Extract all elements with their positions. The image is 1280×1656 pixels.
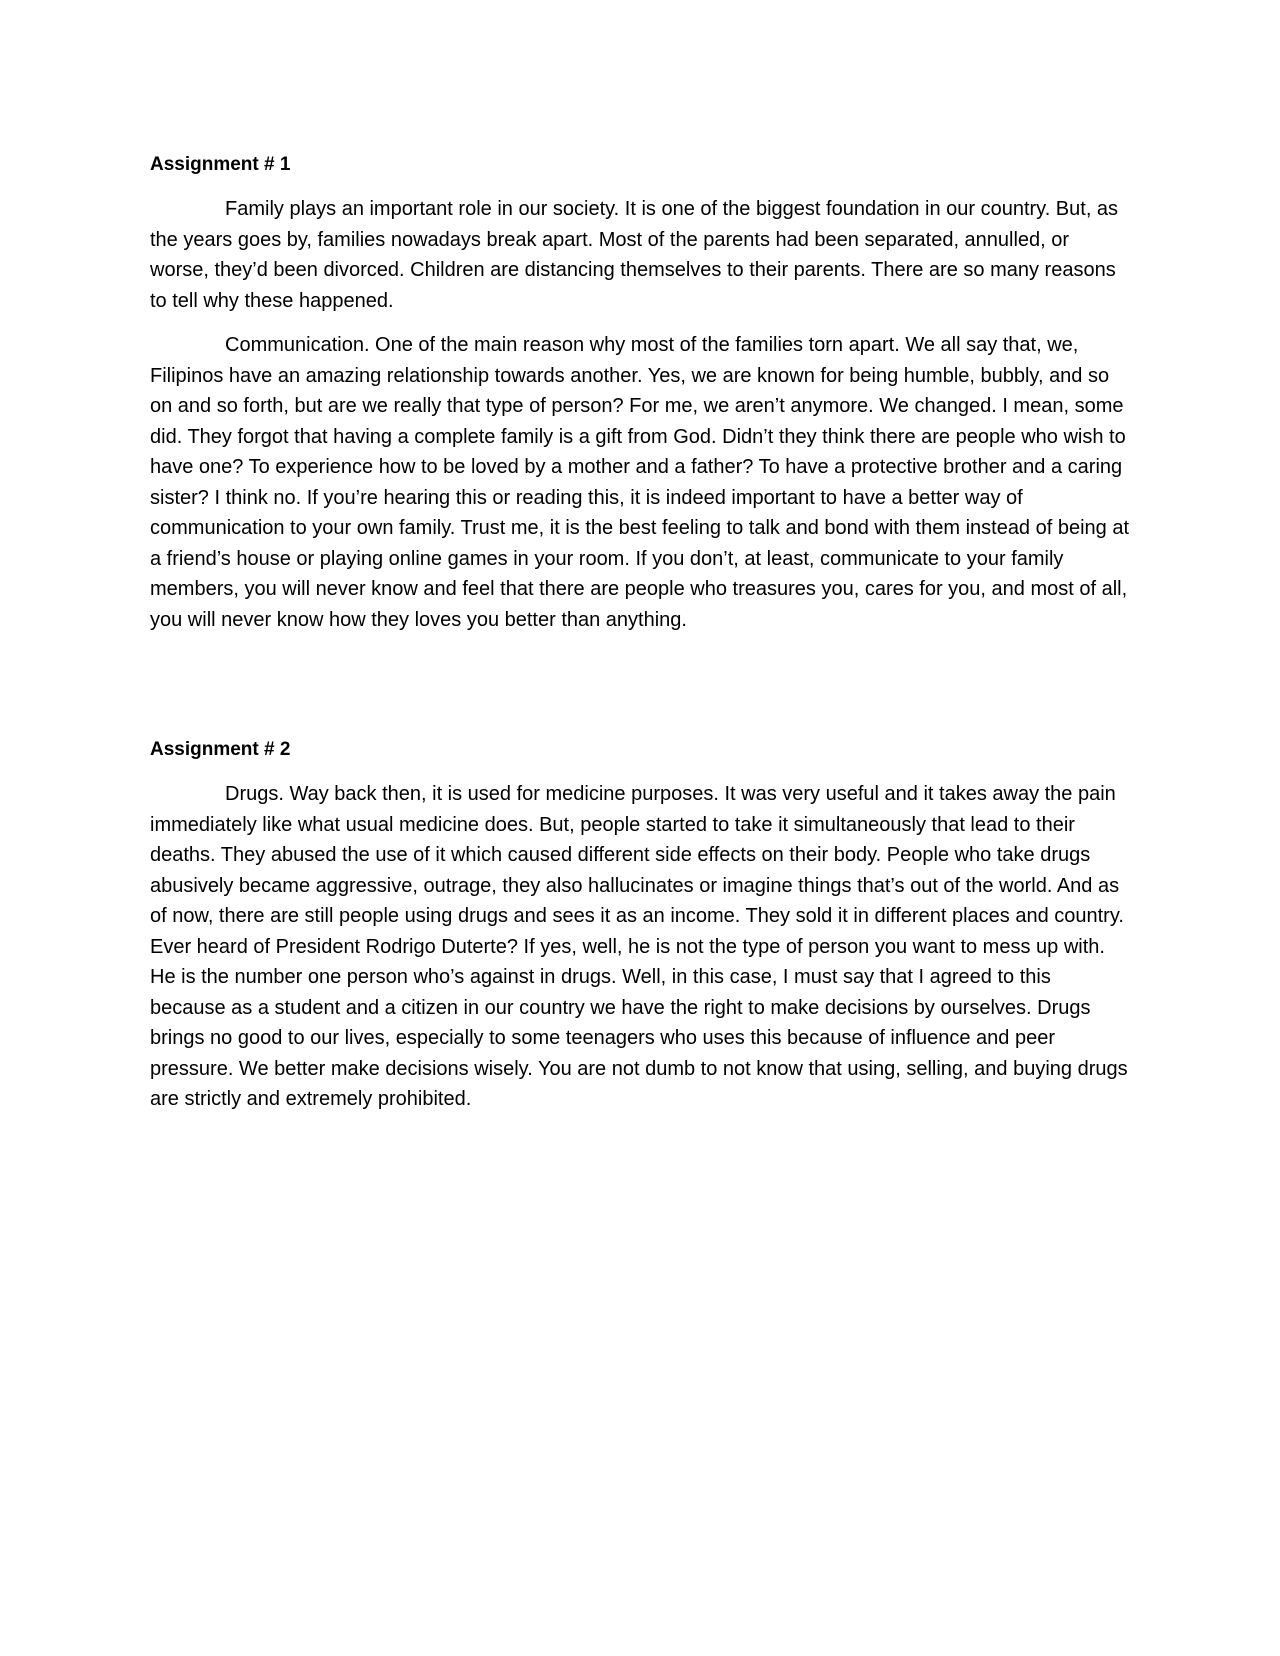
assignment-1-paragraph-1: Family plays an important role in our society. It is one of the biggest foundation in our country. But, as the years goes by, families nowadays break apart. Most of the parents had been separated, annulled, or worse, they’d been divorced. Children are distancing themselves to their parents. There are so many reasons to tell why these happened. — [150, 198, 1119, 312]
document-body — [150, 150, 1130, 1129]
assignment-1-section — [150, 150, 1130, 635]
assignment-1-paragraph-2: Communication. One of the main reason why most of the families torn apart. We all say that, we, Filipinos have an amazing relationship towards another. Yes, we are known for being humble, bubbly, and so on and so forth, but are we really that type of person? For me, we aren’t anymore. We changed. I mean, some did. They forgot that having a complete family is a gift from God. Didn’t they think there are people who wish to have one? To experience how to be loved by a mother and a father? To have a protective brother and a caring sister? I think no. If you’re hearing this or reading this, it is indeed important to have a better way of communication to your own family. Trust me, it is the best feeling to talk and bond with them instead of being at a friend’s house or playing online games in your room. If you don’t, at least, communicate to your family members, you will never know and feel that there are people who treasures you, cares for you, and most of all, you will never know how they loves you better than anything. — [150, 334, 1130, 631]
assignment-2-section — [150, 735, 1130, 1115]
assignment-2-heading: Assignment # 2 — [150, 739, 291, 760]
assignment-1-heading: Assignment # 1 — [150, 154, 291, 175]
assignment-2-paragraph-1: Drugs. Way back then, it is used for medicine purposes. It was very useful and it takes away the pain immediately like what usual medicine does. But, people started to take it simultaneously that lead to their deaths. They abused the use of it which caused different side effects on their body. People who take drugs abusively became aggressive, outrage, they also hallucinates or imagine things that’s out of the world. And as of now, there are still people using drugs and sees it as an income. They sold it in different places and country. Ever heard of President Rodrigo Duterte? If yes, well, he is not the type of person you want to mess up with. He is the number one person who’s against in drugs. Well, in this case, I must say that I agreed to this because as a student and a citizen in our country we have the right to make decisions by ourselves. Drugs brings no good to our lives, especially to some teenagers who uses this because of influence and peer pressure. We better make decisions wisely. You are not dumb to not know that using, selling, and buying drugs are strictly and extremely prohibited. — [150, 783, 1128, 1110]
